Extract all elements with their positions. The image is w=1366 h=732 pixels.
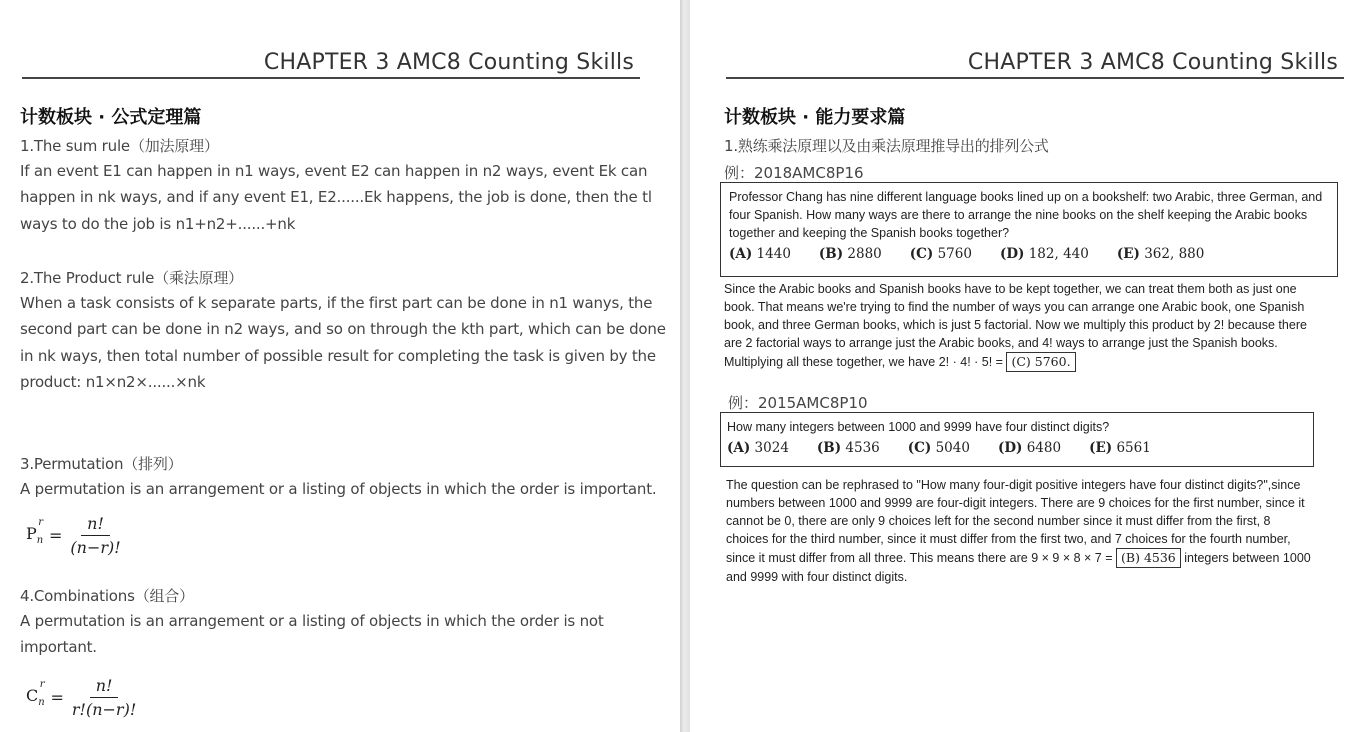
choice-c: (C) 5760 <box>909 246 972 262</box>
answer-box: (C) 5760. <box>1006 352 1075 372</box>
section-title: 计数板块 · 能力要求篇 <box>724 107 906 128</box>
running-head: CHAPTER 3 AMC8 Counting Skills <box>263 50 634 75</box>
sum-rule-line-1: If an event E1 can happen in n1 ways, event E2 can happen in n2 ways, event Ek can <box>20 162 648 180</box>
problem-text: Professor Chang has nine different language books lined up on a bookshelf: two Arabic, three German, and four Spanish. How many ways are there to arrange the nine books on the shelf keeping the Arabic books together and keeping the Spanish books together? <box>729 190 1323 240</box>
sum-rule-line-3: ways to do the job is n1+n2+......+nk <box>20 215 296 233</box>
choice-d: (D) 6480 <box>997 440 1062 456</box>
answer-choices <box>727 440 1307 456</box>
example-label: 例：2018AMC8P16 <box>724 164 864 182</box>
formula-symbol: C <box>26 686 39 706</box>
choice-a: (A) 1440 <box>729 246 791 262</box>
sum-rule-line-2: happen in nk ways, and if any event E1, E2......Ek happens, the job is done, then the tl <box>20 188 652 206</box>
choice-d: (D) 182, 440 <box>999 246 1089 262</box>
problem-text: How many integers between 1000 and 9999 have four distinct digits? <box>727 420 1110 434</box>
combination-heading: 4.Combinations（组合） <box>20 587 194 605</box>
solution-body: The question can be rephrased to "How many four-digit positive integers have four distinct digits?",since numbers between 1000 and 9999 are four-digit integers. There are 9 choices for the first number, since it cannot be 0, there are only 9 choices left for the second number since it must differ from the first, 8 choices for the third number, since it must differ from the first two, and 7 choices for the fourth number, since it must differ from all three. This means there are 9 × 9 × 8 × 7 = <box>726 478 1305 565</box>
product-rule-line-2: second part can be done in n2 ways, and so on through the kth part, which can be done <box>20 320 666 338</box>
choice-b: (B) 2880 <box>818 246 882 262</box>
product-rule-line-4: product: n1×n2×......×nk <box>20 373 206 391</box>
section-title: 计数板块 · 公式定理篇 <box>20 107 202 128</box>
problem-box <box>720 412 1314 467</box>
solution-tail: integers between 1000 and 9999 with four distinct digits. <box>726 551 1311 584</box>
permutation-formula: $P_n^r$ = $\frac{n!}{(n-r)!}$ <box>26 514 121 557</box>
right-page <box>690 0 1366 732</box>
formula-symbol: P <box>26 524 37 544</box>
formula-denominator: (n−r)! <box>70 538 121 557</box>
combination-formula: $C_n^r$ = $\frac{n!}{r!(n-r)!}$ <box>26 676 137 719</box>
left-page <box>0 0 680 732</box>
formula-numerator: n! <box>81 514 110 536</box>
formula-numerator: n! <box>90 676 119 698</box>
running-head: CHAPTER 3 AMC8 Counting Skills <box>967 50 1338 75</box>
solution-body: Since the Arabic books and Spanish books have to be kept together, we can treat them both as just one book. That means we're trying to find the number of ways you can arrange one Arabic book, one Spanish book, and three German books, which is just 5 factorial. Now we multiply this product by 2! because there are 2 factorial ways to arrange just the Arabic books, and 4! ways to arrange just the Spanish books. Multiplying all these together, we have 2! · 4! · 5! = <box>724 282 1307 369</box>
product-rule-heading: 2.The Product rule（乘法原理） <box>20 269 243 287</box>
header-rule <box>22 77 640 79</box>
formula-denominator: r!(n−r)! <box>71 700 137 719</box>
combination-line-2: important. <box>20 638 97 656</box>
answer-choices <box>729 246 1329 262</box>
choice-c: (C) 5040 <box>907 440 970 456</box>
permutation-text: A permutation is an arrangement or a listing of objects in which the order is important. <box>20 480 657 498</box>
answer-box: (B) 4536 <box>1116 548 1181 568</box>
choice-e: (E) 6561 <box>1089 440 1151 456</box>
product-rule-line-3: in nk ways, then total number of possible result for completing the task is given by the <box>20 347 656 365</box>
solution-text <box>726 476 1316 586</box>
solution-text <box>724 280 1314 372</box>
choice-a: (A) 3024 <box>727 440 789 456</box>
requirement-item-1: 1.熟练乘法原理以及由乘法原理推导出的排列公式 <box>724 137 1049 155</box>
combination-line-1: A permutation is an arrangement or a listing of objects in which the order is not <box>20 612 604 630</box>
sum-rule-heading: 1.The sum rule（加法原理） <box>20 137 219 155</box>
choice-b: (B) 4536 <box>816 440 880 456</box>
header-rule <box>726 77 1344 79</box>
choice-e: (E) 362, 880 <box>1116 246 1205 262</box>
permutation-heading: 3.Permutation（排列） <box>20 455 183 473</box>
problem-box <box>720 182 1338 277</box>
product-rule-line-1: When a task consists of k separate parts, if the first part can be done in n1 wanys, the <box>20 294 653 312</box>
example-label: 例：2015AMC8P10 <box>728 394 868 412</box>
page-gutter <box>680 0 690 732</box>
